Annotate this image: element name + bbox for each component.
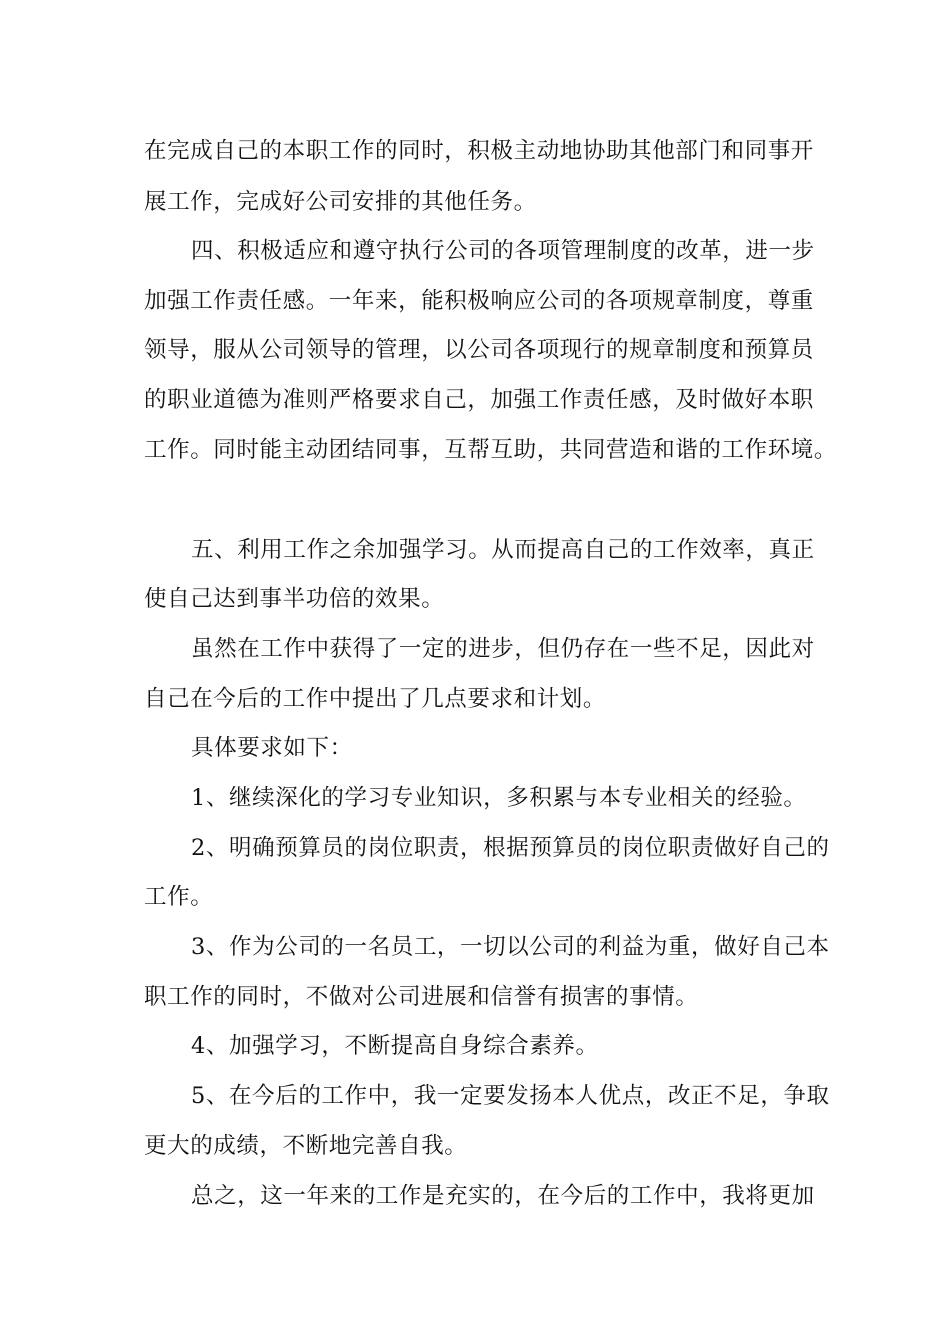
list-item-continuation: 更大的成绩，不断地完善自我。 [144, 1133, 468, 1159]
list-item-continuation: 工作。 [144, 884, 214, 910]
list-item: 1、继续深化的学习专业知识，多积累与本专业相关的经验。 [191, 785, 807, 811]
paragraph-line: 四、积极适应和遵守执行公司的各项管理制度的改革，进一步 [191, 238, 815, 264]
paragraph-line: 具体要求如下： [191, 735, 353, 761]
paragraph-line: 总之，这一年来的工作是充实的，在今后的工作中，我将更加 [191, 1183, 815, 1209]
list-item: 4、加强学习，不断提高自身综合素养。 [191, 1033, 599, 1059]
list-item: 2、明确预算员的岗位职责，根据预算员的岗位职责做好自己的 [191, 835, 830, 861]
paragraph-line: 展工作，完成好公司安排的其他任务。 [144, 189, 537, 215]
list-item: 5、在今后的工作中，我一定要发扬本人优点，改正不足，争取 [191, 1083, 830, 1109]
paragraph-line: 虽然在工作中获得了一定的进步，但仍存在一些不足，因此对 [191, 636, 815, 662]
paragraph-line: 在完成自己的本职工作的同时，积极主动地协助其他部门和同事开 [144, 138, 814, 164]
paragraph-line: 使自己达到事半功倍的效果。 [144, 586, 445, 612]
paragraph-line: 加强工作责任感。一年来，能积极响应公司的各项规章制度，尊重 [144, 288, 814, 314]
list-item: 3、作为公司的一名员工，一切以公司的利益为重，做好自己本 [191, 934, 830, 960]
paragraph-line: 领导，服从公司领导的管理，以公司各项现行的规章制度和预算员 [144, 337, 814, 363]
paragraph-line: 工作。同时能主动团结同事，互帮互助，共同营造和谐的工作环境。 [144, 437, 838, 463]
list-item-continuation: 职工作的同时，不做对公司进展和信誉有损害的事情。 [144, 984, 699, 1010]
paragraph-line: 的职业道德为准则严格要求自己，加强工作责任感，及时做好本职 [144, 387, 814, 413]
paragraph-line: 自己在今后的工作中提出了几点要求和计划。 [144, 686, 607, 712]
paragraph-line: 五、利用工作之余加强学习。从而提高自己的工作效率，真正 [191, 537, 815, 563]
